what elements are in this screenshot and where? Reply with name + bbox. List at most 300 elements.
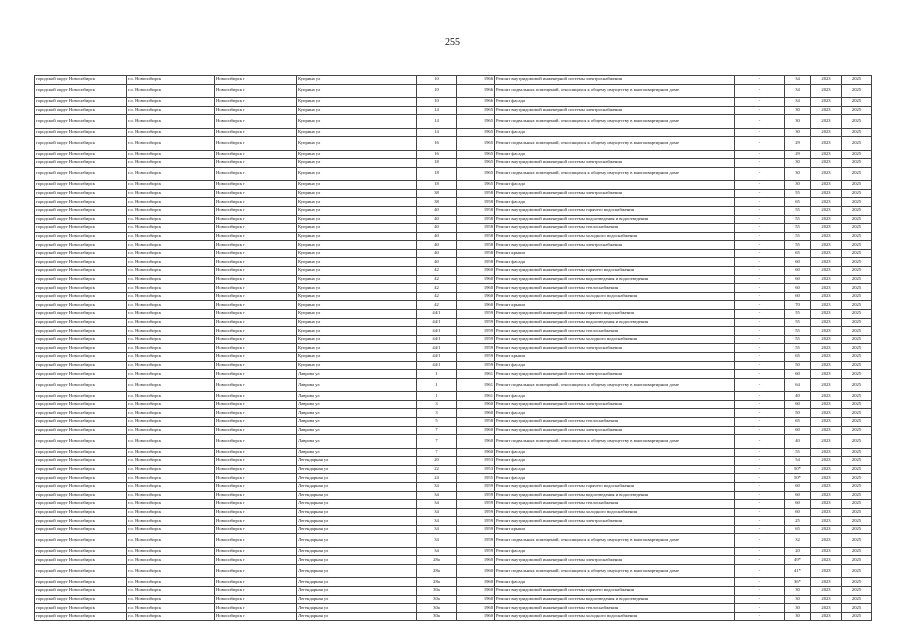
street-cell: Куприна ул bbox=[297, 232, 417, 241]
year-cell: 1959 bbox=[457, 361, 495, 370]
work-type-cell: Ремонт внутридомовой инженерной системы теплоснабжения bbox=[495, 224, 735, 233]
city-cell: г.о. Новосибирск bbox=[127, 310, 215, 319]
year-cell: 1958 bbox=[457, 232, 495, 241]
street-cell: Лаврова ул bbox=[297, 417, 417, 426]
year-cell: 1960 bbox=[457, 301, 495, 310]
value-cell: 60 bbox=[785, 500, 811, 509]
city-cell: г.о. Новосибирск bbox=[127, 565, 215, 578]
okrug-cell: городской округ Новосибирск bbox=[35, 301, 127, 310]
table-row bbox=[35, 417, 872, 426]
mark-cell: - bbox=[735, 525, 785, 534]
street-cell: Куприна ул bbox=[297, 335, 417, 344]
year-cell: 1955 bbox=[457, 474, 495, 483]
work-type-cell: Ремонт внутридомовой инженерной системы теплоснабжения bbox=[495, 284, 735, 293]
street-cell: Куприна ул bbox=[297, 128, 417, 137]
work-type-cell: Ремонт фасада bbox=[495, 474, 735, 483]
city-cell: г.о. Новосибирск bbox=[127, 159, 215, 168]
work-type-cell: Ремонт фасада bbox=[495, 181, 735, 190]
city-cell: г.о. Новосибирск bbox=[127, 370, 215, 379]
year-cell: 1965 bbox=[457, 128, 495, 137]
period-end-cell: 2025 bbox=[842, 258, 872, 267]
okrug-cell: городской округ Новосибирск bbox=[35, 344, 127, 353]
work-type-cell: Ремонт подвальных помещений, относящихся к общему имуществу в многоквартирном доме bbox=[495, 565, 735, 578]
city-cell: г.о. Новосибирск bbox=[127, 275, 215, 284]
street-cell: Легендарная ул bbox=[297, 587, 417, 596]
period-end-cell: 2025 bbox=[842, 508, 872, 517]
period-start-cell: 2023 bbox=[811, 612, 842, 621]
okrug-cell: городской округ Новосибирск bbox=[35, 115, 127, 128]
period-end-cell: 2025 bbox=[842, 534, 872, 547]
work-type-cell: Ремонт подвальных помещений, относящихся к общему имуществу в многоквартирном доме bbox=[495, 435, 735, 448]
table-row bbox=[35, 284, 872, 293]
work-type-cell: Ремонт крыши bbox=[495, 249, 735, 258]
year-cell: 1960 bbox=[457, 275, 495, 284]
mark-cell: - bbox=[735, 508, 785, 517]
year-cell: 1958 bbox=[457, 249, 495, 258]
locality-cell: Новосибирск г bbox=[215, 76, 297, 85]
okrug-cell: городской округ Новосибирск bbox=[35, 292, 127, 301]
mark-cell: - bbox=[735, 84, 785, 97]
value-cell: 41* bbox=[785, 565, 811, 578]
city-cell: г.о. Новосибирск bbox=[127, 508, 215, 517]
year-cell: 1960 bbox=[457, 578, 495, 587]
okrug-cell: городской округ Новосибирск bbox=[35, 159, 127, 168]
house-number-cell: 34 bbox=[417, 500, 457, 509]
period-start-cell: 2023 bbox=[811, 595, 842, 604]
period-start-cell: 2023 bbox=[811, 482, 842, 491]
mark-cell: - bbox=[735, 206, 785, 215]
table-row bbox=[35, 181, 872, 190]
city-cell: г.о. Новосибирск bbox=[127, 189, 215, 198]
work-type-cell: Ремонт внутридомовой инженерной системы холодного водоснабжения bbox=[495, 232, 735, 241]
year-cell: 1966 bbox=[457, 97, 495, 106]
period-start-cell: 2023 bbox=[811, 284, 842, 293]
mark-cell: - bbox=[735, 547, 785, 556]
mark-cell: - bbox=[735, 267, 785, 276]
table-row bbox=[35, 465, 872, 474]
work-type-cell: Ремонт фасада bbox=[495, 150, 735, 159]
okrug-cell: городской округ Новосибирск bbox=[35, 267, 127, 276]
mark-cell: - bbox=[735, 76, 785, 85]
year-cell: 1959 bbox=[457, 335, 495, 344]
work-type-cell: Ремонт внутридомовой инженерной системы теплоснабжения bbox=[495, 327, 735, 336]
house-number-cell: 40 bbox=[417, 206, 457, 215]
period-end-cell: 2025 bbox=[842, 215, 872, 224]
period-start-cell: 2023 bbox=[811, 565, 842, 578]
mark-cell: - bbox=[735, 409, 785, 418]
locality-cell: Новосибирск г bbox=[215, 106, 297, 115]
period-end-cell: 2025 bbox=[842, 409, 872, 418]
city-cell: г.о. Новосибирск bbox=[127, 327, 215, 336]
locality-cell: Новосибирск г bbox=[215, 370, 297, 379]
okrug-cell: городской округ Новосибирск bbox=[35, 284, 127, 293]
mark-cell: - bbox=[735, 284, 785, 293]
work-type-cell: Ремонт внутридомовой инженерной системы электроснабжения bbox=[495, 159, 735, 168]
work-type-cell: Ремонт внутридомовой инженерной системы теплоснабжения bbox=[495, 604, 735, 613]
period-end-cell: 2025 bbox=[842, 392, 872, 401]
period-end-cell: 2025 bbox=[842, 267, 872, 276]
period-start-cell: 2023 bbox=[811, 167, 842, 180]
work-type-cell: Ремонт подвальных помещений, относящихся к общему имуществу в многоквартирном доме bbox=[495, 115, 735, 128]
okrug-cell: городской округ Новосибирск bbox=[35, 84, 127, 97]
value-cell: 60 bbox=[785, 370, 811, 379]
period-end-cell: 2025 bbox=[842, 417, 872, 426]
table-body bbox=[35, 76, 872, 621]
table-row bbox=[35, 258, 872, 267]
year-cell: 1961 bbox=[457, 370, 495, 379]
year-cell: 1960 bbox=[457, 612, 495, 621]
value-cell: 49* bbox=[785, 556, 811, 565]
value-cell: 30 bbox=[785, 106, 811, 115]
value-cell: 30 bbox=[785, 604, 811, 613]
value-cell: 60 bbox=[785, 275, 811, 284]
work-type-cell: Ремонт внутридомовой инженерной системы электроснабжения bbox=[495, 76, 735, 85]
period-start-cell: 2023 bbox=[811, 491, 842, 500]
period-start-cell: 2023 bbox=[811, 249, 842, 258]
locality-cell: Новосибирск г bbox=[215, 189, 297, 198]
period-end-cell: 2025 bbox=[842, 435, 872, 448]
mark-cell: - bbox=[735, 534, 785, 547]
okrug-cell: городской округ Новосибирск bbox=[35, 258, 127, 267]
period-start-cell: 2023 bbox=[811, 215, 842, 224]
city-cell: г.о. Новосибирск bbox=[127, 534, 215, 547]
house-number-cell: 42 bbox=[417, 267, 457, 276]
okrug-cell: городской округ Новосибирск bbox=[35, 565, 127, 578]
year-cell: 1960 bbox=[457, 292, 495, 301]
city-cell: г.о. Новосибирск bbox=[127, 361, 215, 370]
okrug-cell: городской округ Новосибирск bbox=[35, 275, 127, 284]
table-row bbox=[35, 378, 872, 391]
period-start-cell: 2023 bbox=[811, 426, 842, 435]
city-cell: г.о. Новосибирск bbox=[127, 198, 215, 207]
table-row bbox=[35, 474, 872, 483]
period-start-cell: 2023 bbox=[811, 474, 842, 483]
locality-cell: Новосибирск г bbox=[215, 587, 297, 596]
mark-cell: - bbox=[735, 344, 785, 353]
year-cell: 1960 bbox=[457, 400, 495, 409]
period-start-cell: 2023 bbox=[811, 301, 842, 310]
house-number-cell: 14 bbox=[417, 128, 457, 137]
year-cell: 1965 bbox=[457, 181, 495, 190]
okrug-cell: городской округ Новосибирск bbox=[35, 241, 127, 250]
city-cell: г.о. Новосибирск bbox=[127, 525, 215, 534]
value-cell: 55 bbox=[785, 189, 811, 198]
house-number-cell: 20 bbox=[417, 457, 457, 466]
locality-cell: Новосибирск г bbox=[215, 409, 297, 418]
mark-cell: - bbox=[735, 159, 785, 168]
period-end-cell: 2025 bbox=[842, 301, 872, 310]
okrug-cell: городской округ Новосибирск bbox=[35, 310, 127, 319]
table-row bbox=[35, 206, 872, 215]
house-number-cell: 40 bbox=[417, 232, 457, 241]
work-type-cell: Ремонт фасада bbox=[495, 128, 735, 137]
value-cell: 60 bbox=[785, 284, 811, 293]
year-cell: 1960 bbox=[457, 409, 495, 418]
period-end-cell: 2025 bbox=[842, 547, 872, 556]
work-type-cell: Ремонт крыши bbox=[495, 353, 735, 362]
work-type-cell: Ремонт фасада bbox=[495, 448, 735, 457]
period-start-cell: 2023 bbox=[811, 224, 842, 233]
okrug-cell: городской округ Новосибирск bbox=[35, 224, 127, 233]
locality-cell: Новосибирск г bbox=[215, 318, 297, 327]
period-start-cell: 2023 bbox=[811, 556, 842, 565]
value-cell: 55 bbox=[785, 224, 811, 233]
street-cell: Лаврова ул bbox=[297, 435, 417, 448]
mark-cell: - bbox=[735, 435, 785, 448]
city-cell: г.о. Новосибирск bbox=[127, 97, 215, 106]
okrug-cell: городской округ Новосибирск bbox=[35, 215, 127, 224]
street-cell: Куприна ул bbox=[297, 241, 417, 250]
value-cell: 55 bbox=[785, 232, 811, 241]
locality-cell: Новосибирск г bbox=[215, 344, 297, 353]
city-cell: г.о. Новосибирск bbox=[127, 353, 215, 362]
period-start-cell: 2023 bbox=[811, 457, 842, 466]
work-type-cell: Ремонт внутридомовой инженерной системы холодного водоснабжения bbox=[495, 612, 735, 621]
okrug-cell: городской округ Новосибирск bbox=[35, 534, 127, 547]
period-end-cell: 2025 bbox=[842, 206, 872, 215]
period-start-cell: 2023 bbox=[811, 465, 842, 474]
table-row bbox=[35, 595, 872, 604]
house-number-cell: 3 bbox=[417, 409, 457, 418]
work-type-cell: Ремонт подвальных помещений, относящихся к общему имуществу в многоквартирном доме bbox=[495, 378, 735, 391]
table-row bbox=[35, 198, 872, 207]
locality-cell: Новосибирск г bbox=[215, 448, 297, 457]
house-number-cell: 5 bbox=[417, 417, 457, 426]
city-cell: г.о. Новосибирск bbox=[127, 517, 215, 526]
okrug-cell: городской округ Новосибирск bbox=[35, 435, 127, 448]
city-cell: г.о. Новосибирск bbox=[127, 448, 215, 457]
locality-cell: Новосибирск г bbox=[215, 249, 297, 258]
mark-cell: - bbox=[735, 517, 785, 526]
locality-cell: Новосибирск г bbox=[215, 84, 297, 97]
period-start-cell: 2023 bbox=[811, 578, 842, 587]
street-cell: Куприна ул bbox=[297, 150, 417, 159]
table-row bbox=[35, 565, 872, 578]
locality-cell: Новосибирск г bbox=[215, 435, 297, 448]
year-cell: 1965 bbox=[457, 115, 495, 128]
period-end-cell: 2025 bbox=[842, 587, 872, 596]
table-row bbox=[35, 215, 872, 224]
street-cell: Куприна ул bbox=[297, 206, 417, 215]
value-cell: 50* bbox=[785, 474, 811, 483]
year-cell: 1959 bbox=[457, 508, 495, 517]
street-cell: Легендарная ул bbox=[297, 556, 417, 565]
value-cell: 65 bbox=[785, 525, 811, 534]
house-number-cell: 7 bbox=[417, 448, 457, 457]
work-type-cell: Ремонт внутридомовой инженерной системы холодного водоснабжения bbox=[495, 508, 735, 517]
locality-cell: Новосибирск г bbox=[215, 167, 297, 180]
street-cell: Куприна ул bbox=[297, 353, 417, 362]
mark-cell: - bbox=[735, 465, 785, 474]
okrug-cell: городской округ Новосибирск bbox=[35, 604, 127, 613]
value-cell: 55 bbox=[785, 318, 811, 327]
locality-cell: Новосибирск г bbox=[215, 301, 297, 310]
year-cell: 1958 bbox=[457, 417, 495, 426]
table-row bbox=[35, 525, 872, 534]
okrug-cell: городской округ Новосибирск bbox=[35, 128, 127, 137]
house-number-cell: 34 bbox=[417, 508, 457, 517]
locality-cell: Новосибирск г bbox=[215, 417, 297, 426]
value-cell: 30 bbox=[785, 595, 811, 604]
value-cell: 65 bbox=[785, 249, 811, 258]
table-row bbox=[35, 249, 872, 258]
table-row bbox=[35, 115, 872, 128]
locality-cell: Новосибирск г bbox=[215, 137, 297, 150]
okrug-cell: городской округ Новосибирск bbox=[35, 595, 127, 604]
street-cell: Куприна ул bbox=[297, 159, 417, 168]
locality-cell: Новосибирск г bbox=[215, 159, 297, 168]
house-number-cell: 16 bbox=[417, 137, 457, 150]
okrug-cell: городской округ Новосибирск bbox=[35, 137, 127, 150]
house-number-cell: 34 bbox=[417, 547, 457, 556]
city-cell: г.о. Новосибирск bbox=[127, 106, 215, 115]
year-cell: 1953 bbox=[457, 457, 495, 466]
value-cell: 34 bbox=[785, 76, 811, 85]
period-end-cell: 2025 bbox=[842, 292, 872, 301]
value-cell: 36* bbox=[785, 578, 811, 587]
okrug-cell: городской округ Новосибирск bbox=[35, 587, 127, 596]
locality-cell: Новосибирск г bbox=[215, 556, 297, 565]
house-number-cell: 42 bbox=[417, 301, 457, 310]
year-cell: 1960 bbox=[457, 448, 495, 457]
okrug-cell: городской округ Новосибирск bbox=[35, 491, 127, 500]
period-start-cell: 2023 bbox=[811, 84, 842, 97]
page-number: 255 bbox=[445, 37, 460, 48]
period-start-cell: 2023 bbox=[811, 198, 842, 207]
street-cell: Куприна ул bbox=[297, 167, 417, 180]
locality-cell: Новосибирск г bbox=[215, 534, 297, 547]
period-start-cell: 2023 bbox=[811, 128, 842, 137]
table-row bbox=[35, 508, 872, 517]
house-number-cell: 1 bbox=[417, 378, 457, 391]
city-cell: г.о. Новосибирск bbox=[127, 378, 215, 391]
city-cell: г.о. Новосибирск bbox=[127, 604, 215, 613]
period-start-cell: 2023 bbox=[811, 353, 842, 362]
mark-cell: - bbox=[735, 258, 785, 267]
city-cell: г.о. Новосибирск bbox=[127, 547, 215, 556]
house-number-cell: 28а bbox=[417, 565, 457, 578]
period-end-cell: 2025 bbox=[842, 232, 872, 241]
house-number-cell: 30а bbox=[417, 604, 457, 613]
house-number-cell: 34 bbox=[417, 491, 457, 500]
okrug-cell: городской округ Новосибирск bbox=[35, 167, 127, 180]
house-number-cell: 42 bbox=[417, 275, 457, 284]
mark-cell: - bbox=[735, 215, 785, 224]
street-cell: Куприна ул bbox=[297, 215, 417, 224]
house-number-cell: 44/1 bbox=[417, 327, 457, 336]
work-type-cell: Ремонт внутридомовой инженерной системы электроснабжения bbox=[495, 556, 735, 565]
table-row bbox=[35, 457, 872, 466]
work-type-cell: Ремонт внутридомовой инженерной системы холодного водоснабжения bbox=[495, 335, 735, 344]
year-cell: 1960 bbox=[457, 587, 495, 596]
table-row bbox=[35, 448, 872, 457]
year-cell: 1966 bbox=[457, 76, 495, 85]
street-cell: Легендарная ул bbox=[297, 565, 417, 578]
work-type-cell: Ремонт фасада bbox=[495, 547, 735, 556]
locality-cell: Новосибирск г bbox=[215, 565, 297, 578]
mark-cell: - bbox=[735, 150, 785, 159]
street-cell: Легендарная ул bbox=[297, 474, 417, 483]
street-cell: Куприна ул bbox=[297, 310, 417, 319]
table-row bbox=[35, 106, 872, 115]
street-cell: Легендарная ул bbox=[297, 482, 417, 491]
table-row bbox=[35, 267, 872, 276]
period-start-cell: 2023 bbox=[811, 344, 842, 353]
period-end-cell: 2025 bbox=[842, 128, 872, 137]
repair-schedule-table bbox=[34, 75, 872, 621]
period-end-cell: 2025 bbox=[842, 167, 872, 180]
work-type-cell: Ремонт внутридомовой инженерной системы холодного водоснабжения bbox=[495, 292, 735, 301]
house-number-cell: 40 bbox=[417, 224, 457, 233]
work-type-cell: Ремонт внутридомовой инженерной системы электроснабжения bbox=[495, 370, 735, 379]
mark-cell: - bbox=[735, 370, 785, 379]
value-cell: 55 bbox=[785, 310, 811, 319]
mark-cell: - bbox=[735, 275, 785, 284]
locality-cell: Новосибирск г bbox=[215, 604, 297, 613]
city-cell: г.о. Новосибирск bbox=[127, 224, 215, 233]
period-start-cell: 2023 bbox=[811, 150, 842, 159]
locality-cell: Новосибирск г bbox=[215, 335, 297, 344]
value-cell: 55 bbox=[785, 344, 811, 353]
city-cell: г.о. Новосибирск bbox=[127, 267, 215, 276]
mark-cell: - bbox=[735, 301, 785, 310]
locality-cell: Новосибирск г bbox=[215, 578, 297, 587]
year-cell: 1960 bbox=[457, 595, 495, 604]
mark-cell: - bbox=[735, 556, 785, 565]
value-cell: 60 bbox=[785, 482, 811, 491]
period-start-cell: 2023 bbox=[811, 267, 842, 276]
year-cell: 1959 bbox=[457, 525, 495, 534]
period-start-cell: 2023 bbox=[811, 292, 842, 301]
city-cell: г.о. Новосибирск bbox=[127, 292, 215, 301]
period-start-cell: 2023 bbox=[811, 115, 842, 128]
work-type-cell: Ремонт подвальных помещений, относящихся к общему имуществу в многоквартирном доме bbox=[495, 534, 735, 547]
house-number-cell: 34 bbox=[417, 534, 457, 547]
period-end-cell: 2025 bbox=[842, 106, 872, 115]
work-type-cell: Ремонт подвальных помещений, относящихся к общему имуществу в многоквартирном доме bbox=[495, 84, 735, 97]
value-cell: 55 bbox=[785, 335, 811, 344]
mark-cell: - bbox=[735, 327, 785, 336]
table-row bbox=[35, 392, 872, 401]
period-end-cell: 2025 bbox=[842, 327, 872, 336]
period-start-cell: 2023 bbox=[811, 500, 842, 509]
value-cell: 30 bbox=[785, 115, 811, 128]
locality-cell: Новосибирск г bbox=[215, 525, 297, 534]
period-start-cell: 2023 bbox=[811, 327, 842, 336]
period-end-cell: 2025 bbox=[842, 378, 872, 391]
period-end-cell: 2025 bbox=[842, 310, 872, 319]
period-start-cell: 2023 bbox=[811, 448, 842, 457]
work-type-cell: Ремонт внутридомовой инженерной системы электроснабжения bbox=[495, 400, 735, 409]
work-type-cell: Ремонт внутридомовой инженерной системы горячего водоснабжения bbox=[495, 587, 735, 596]
locality-cell: Новосибирск г bbox=[215, 115, 297, 128]
house-number-cell: 34 bbox=[417, 482, 457, 491]
okrug-cell: городской округ Новосибирск bbox=[35, 578, 127, 587]
value-cell: 50* bbox=[785, 465, 811, 474]
locality-cell: Новосибирск г bbox=[215, 392, 297, 401]
city-cell: г.о. Новосибирск bbox=[127, 284, 215, 293]
period-start-cell: 2023 bbox=[811, 517, 842, 526]
period-end-cell: 2025 bbox=[842, 344, 872, 353]
period-start-cell: 2023 bbox=[811, 258, 842, 267]
okrug-cell: городской округ Новосибирск bbox=[35, 409, 127, 418]
house-number-cell: 3 bbox=[417, 400, 457, 409]
city-cell: г.о. Новосибирск bbox=[127, 587, 215, 596]
locality-cell: Новосибирск г bbox=[215, 400, 297, 409]
period-end-cell: 2025 bbox=[842, 525, 872, 534]
table-row bbox=[35, 232, 872, 241]
locality-cell: Новосибирск г bbox=[215, 517, 297, 526]
